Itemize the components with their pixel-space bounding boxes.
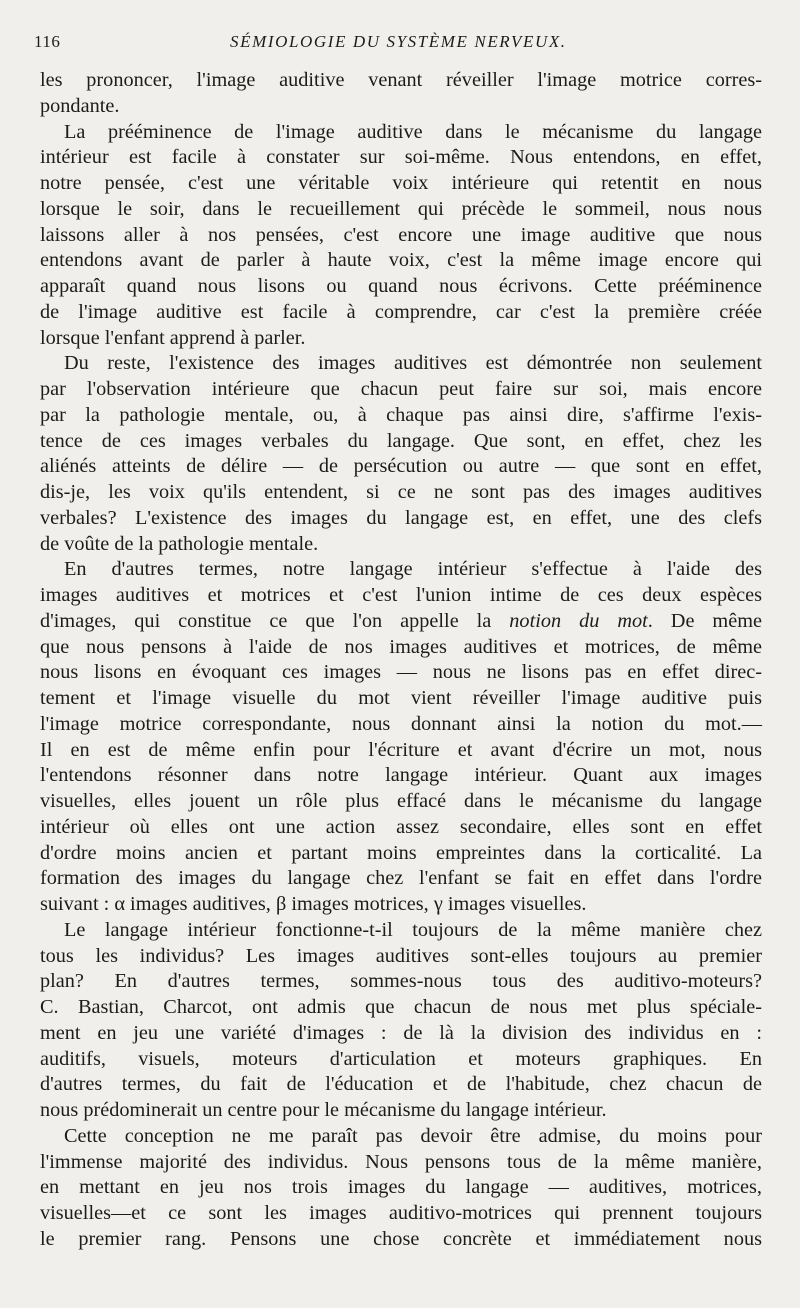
text-line: intérieur est facile à constater sur soi-même. Nous entendons, en effet,: [40, 146, 762, 169]
text-line: nous prédominerait un centre pour le mécanisme du langage intérieur.: [40, 1099, 607, 1121]
text-line: plan? En d'autres termes, sommes-nous tous des auditivo-moteurs?: [40, 970, 762, 993]
text-segment: d'images, qui constitue ce que l'on appelle la: [40, 609, 510, 632]
text-line: d'autres termes, du fait de l'éducation et de l'habitude, chez chacun de: [40, 1073, 762, 1096]
text-line: suivant : α images auditives, β images motrices, γ images visuelles.: [40, 893, 587, 915]
text-segment: . De même: [647, 609, 762, 632]
text-line: les prononcer, l'image auditive venant réveiller l'image motrice corres-: [40, 69, 762, 91]
text-line: l'image motrice correspondante, nous donnant ainsi la notion du mot.—: [40, 712, 762, 735]
text-line: l'entendons résonner dans notre langage intérieur. Quant aux images: [40, 764, 762, 787]
text-line: ment en jeu une variété d'images : de là la division des individus en :: [40, 1021, 762, 1044]
text-line: le premier rang. Pensons une chose concrète et immédiatement nous: [40, 1227, 762, 1250]
text-line: apparaît quand nous lisons ou quand nous écrivons. Cette prééminence: [40, 275, 762, 297]
text-line: de voûte de la pathologie mentale.: [40, 532, 319, 555]
running-title: SÉMIOLOGIE DU SYSTÈME NERVEUX.: [230, 32, 567, 51]
text-line: [40, 609, 762, 635]
text-line: En d'autres termes, notre langage intérieur s'effectue à l'aide des: [64, 558, 762, 581]
text-line: en mettant en jeu nos trois images du langage — auditives, motrices,: [40, 1176, 762, 1199]
text-line: lorsque le soir, dans le recueillement qui précède le sommeil, nous nous: [40, 197, 762, 220]
text-line: lorsque l'enfant apprend à parler.: [40, 326, 306, 349]
text-line: Du reste, l'existence des images auditives est démontrée non seulement: [64, 352, 762, 375]
page-number: 116: [34, 32, 61, 51]
text-line: par l'observation intérieure que chacun peut faire sur soi, mais encore: [40, 378, 762, 400]
text-line: tement et l'image visuelle du mot vient réveiller l'image auditive puis: [40, 687, 762, 709]
text-line: pondante.: [40, 94, 120, 117]
text-line: Cette conception ne me paraît pas devoir être admise, du moins pour: [64, 1124, 762, 1147]
text-line: l'immense majorité des individus. Nous pensons tous de la même manière,: [40, 1150, 762, 1173]
text-line: La prééminence de l'image auditive dans le mécanisme du langage: [64, 120, 762, 143]
text-line: entendons avant de parler à haute voix, c'est la même image encore qui: [40, 249, 762, 272]
running-head: [34, 32, 760, 56]
text-line: Il en est de même enfin pour l'écriture et avant d'écrire un mot, nous: [40, 738, 762, 761]
text-line: tence de ces images verbales du langage. Que sont, en effet, chez les: [40, 429, 762, 452]
body-text: [40, 68, 762, 1253]
text-line: visuelles, elles jouent un rôle plus effacé dans le mécanisme du langage: [40, 790, 762, 812]
text-line: visuelles—et ce sont les images auditivo-motrices qui prennent toujours: [40, 1202, 762, 1224]
text-line: aliénés atteints de délire — de persécution ou autre — que sont en effet,: [40, 455, 762, 478]
text-line: Le langage intérieur fonctionne-t-il toujours de la même manière chez: [64, 918, 762, 941]
text-line: de l'image auditive est facile à comprendre, car c'est la première créée: [40, 300, 762, 323]
text-line: que nous pensons à l'aide de nos images auditives et motrices, de même: [40, 635, 762, 658]
text-line: tous les individus? Les images auditives sont-elles toujours au premier: [40, 944, 762, 967]
text-line: C. Bastian, Charcot, ont admis que chacun de nous met plus spéciale-: [40, 996, 762, 1018]
text-line: nous lisons en évoquant ces images — nous ne lisons pas en effet direc-: [40, 661, 762, 684]
text-line: intérieur où elles ont une action assez secondaire, elles sont en effet: [40, 815, 762, 838]
italic-term: notion du mot: [509, 609, 648, 632]
text-line: images auditives et motrices et c'est l'union intime de ces deux espèces: [40, 584, 762, 606]
text-line: dis-je, les voix qu'ils entendent, si ce ne sont pas des images auditives: [40, 481, 762, 503]
text-line: formation des images du langage chez l'enfant se fait en effet dans l'ordre: [40, 867, 762, 890]
text-line: d'ordre moins ancien et partant moins empreintes dans la corticalité. La: [40, 841, 762, 864]
text-line: par la pathologie mentale, ou, à chaque pas ainsi dire, s'affirme l'exis-: [40, 403, 762, 426]
text-line: auditifs, visuels, moteurs d'articulation et moteurs graphiques. En: [40, 1047, 762, 1070]
text-line: notre pensée, c'est une véritable voix intérieure qui retentit en nous: [40, 172, 762, 194]
text-line: verbales? L'existence des images du langage est, en effet, une des clefs: [40, 506, 762, 529]
text-line: laissons aller à nos pensées, c'est encore une image auditive que nous: [40, 223, 762, 246]
